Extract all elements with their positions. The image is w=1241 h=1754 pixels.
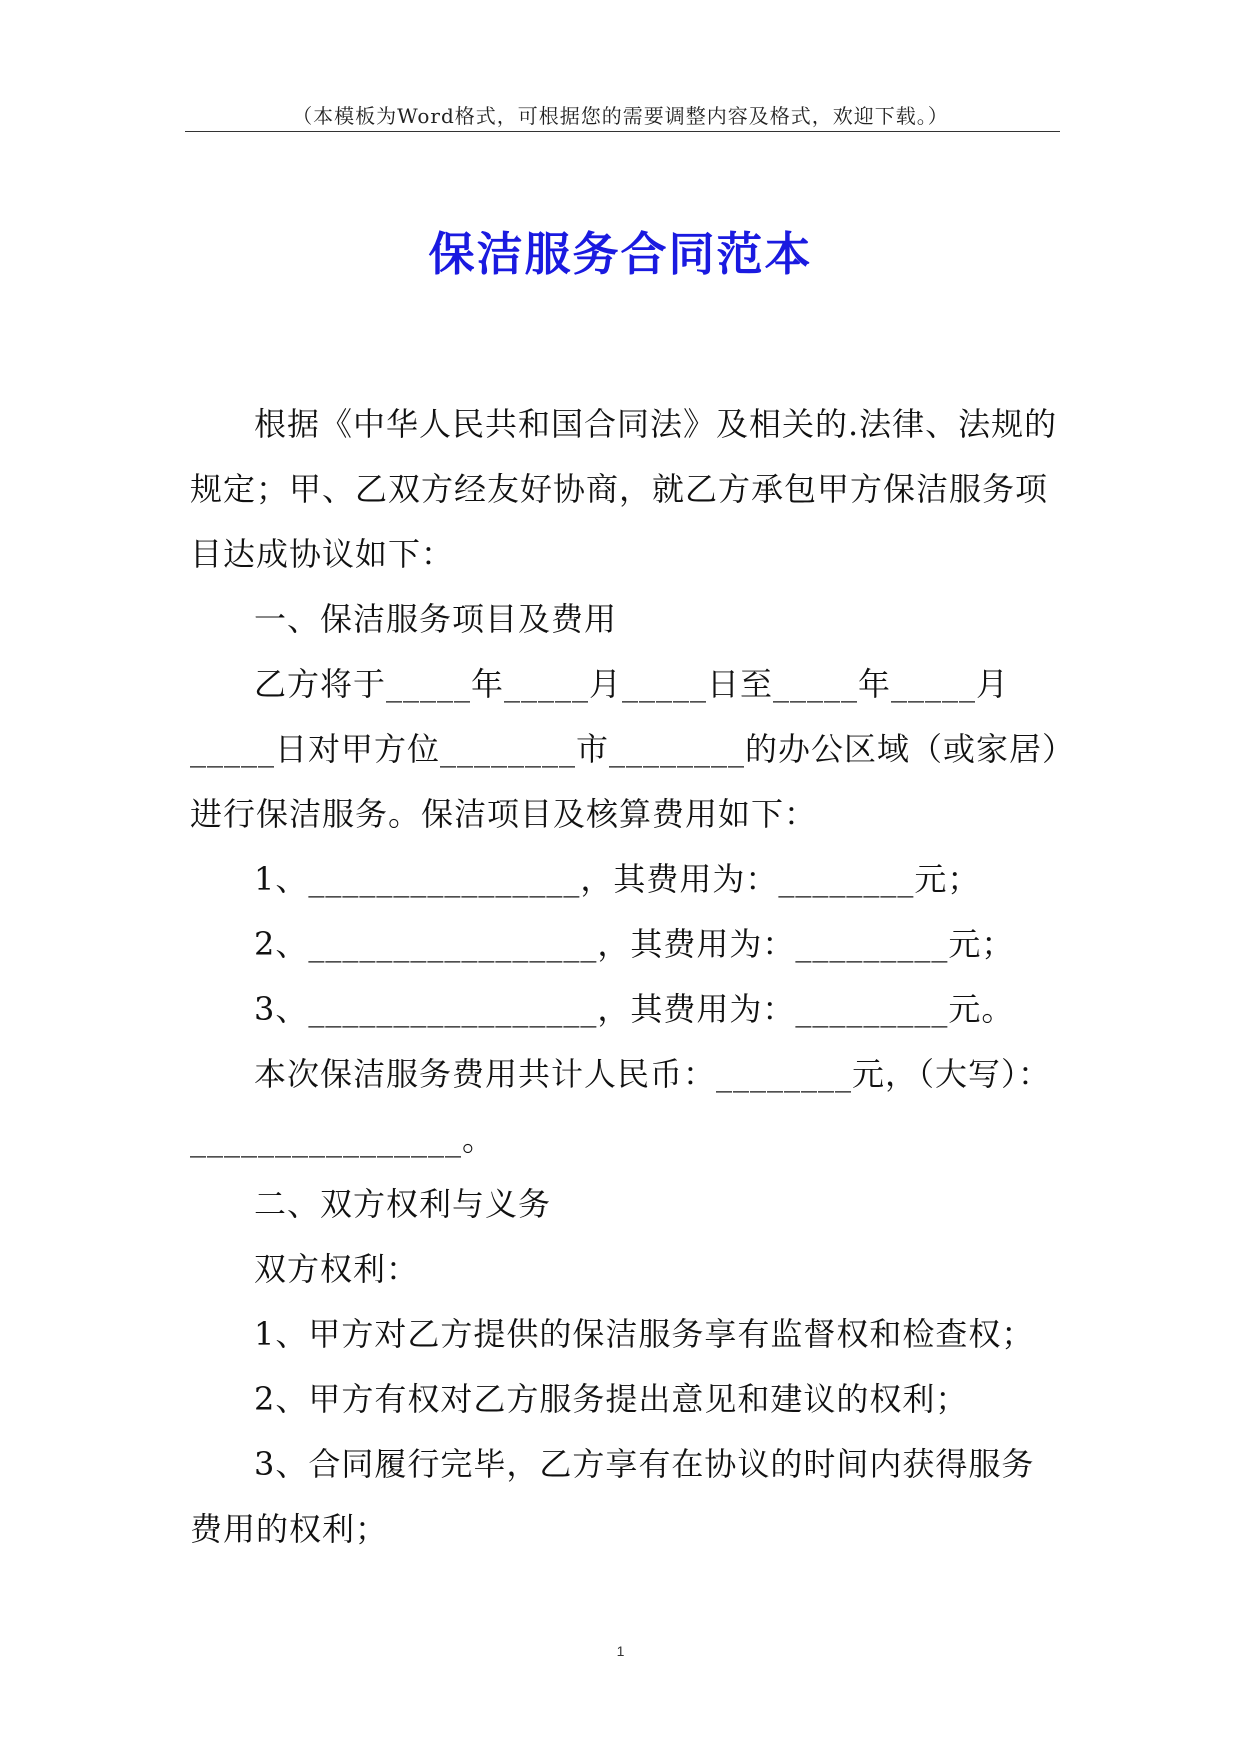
template-note: （本模板为Word格式，可根据您的需要调整内容及格式，欢迎下载。） (292, 104, 949, 128)
service-period-paragraph: 乙方将于_____年_____月_____日至_____年_____月_____日对甲方位________市________的办公区域（或家居）进行保洁服务。保洁项目及核算费用如下： (190, 665, 1060, 833)
section-heading-1: 一、保洁服务项目及费用 (254, 600, 618, 638)
header-divider (185, 131, 1060, 132)
document-title: 保洁服务合同范本 (428, 227, 813, 281)
total-fee-uppercase-blank: ________________。 (190, 1120, 496, 1158)
intro-paragraph: 根据《中华人民共和国合同法》及相关的.法律、法规的规定；甲、乙双方经友好协商，就乙方承包甲方保洁服务项目达成协议如下： (190, 405, 1058, 573)
section-heading-2: 二、双方权利与义务 (254, 1185, 552, 1223)
right-item-2: 2、甲方有权对乙方服务提出意见和建议的权利； (254, 1380, 969, 1418)
total-fee-line: 本次保洁服务费用共计人民币：________元，（大写）： (254, 1055, 1052, 1093)
fee-item-2: 2、_________________，其费用为：_________元； (254, 925, 1015, 963)
fee-item-1: 1、________________，其费用为：________元； (254, 860, 981, 898)
rights-heading: 双方权利： (254, 1250, 420, 1288)
fee-item-3: 3、_________________，其费用为：_________元。 (254, 990, 1015, 1028)
page-number: 1 (616, 1643, 625, 1659)
right-item-1: 1、甲方对乙方提供的保洁服务享有监督权和检查权； (254, 1315, 1035, 1353)
right-item-3: 3、合同履行完毕，乙方享有在协议的时间内获得服务费用的权利； (190, 1445, 1035, 1548)
document-body (190, 392, 1060, 1562)
